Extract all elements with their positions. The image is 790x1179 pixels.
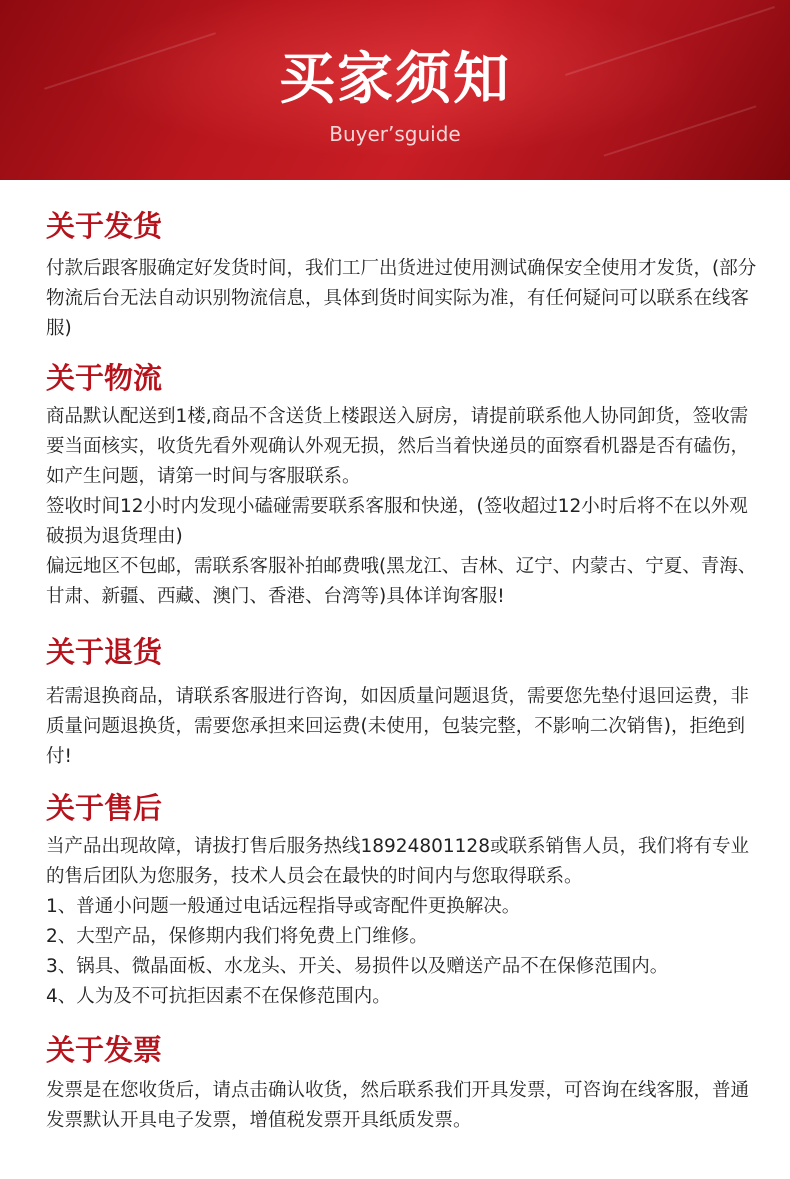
section-invoice bbox=[46, 1012, 762, 1136]
notice-content bbox=[0, 180, 790, 1136]
section-logistics bbox=[46, 344, 762, 612]
section-returns bbox=[46, 612, 762, 772]
after-sales-list-item: 3、锅具、微晶面板、水龙头、开关、易损件以及赠送产品不在保修范围内。 bbox=[46, 956, 669, 977]
after-sales-list-item: 2、大型产品，保修期内我们将免费上门维修。 bbox=[46, 926, 428, 947]
after-sales-list-item: 1、普通小问题一般通过电话远程指导或寄配件更换解决。 bbox=[46, 896, 521, 917]
logistics-paragraph: 商品默认配送到1楼,商品不含送货上楼跟送入厨房，请提前联系他人协同卸货，签收需要当面核实，收货先看外观确认外观无损，然后当着快递员的面察看机器是否有磕伤，如产生问题，请第一时间与客服联系。 bbox=[46, 406, 750, 487]
page-subtitle: Buyer’sguide bbox=[329, 122, 461, 146]
section-title-after-sales: 关于售后 bbox=[46, 791, 163, 825]
logistics-paragraph: 偏远地区不包邮，需联系客服补拍邮费哦(黑龙江、吉林、辽宁、内蒙古、宁夏、青海、甘肃、新疆、西藏、澳门、香港、台湾等)具体详询客服! bbox=[46, 556, 757, 607]
after-sales-list-item: 4、人为及不可抗拒因素不在保修范围内。 bbox=[46, 986, 391, 1007]
section-after-sales bbox=[46, 772, 762, 1012]
returns-paragraph: 若需退换商品，请联系客服进行咨询，如因质量问题退货，需要您先垫付退回运费，非质量问题退换货，需要您承担来回运费(未使用，包装完整，不影响二次销售)，拒绝到付! bbox=[46, 686, 750, 767]
shipping-paragraph: 付款后跟客服确定好发货时间，我们工厂出货进过使用测试确保安全使用才发货，(部分物流后台无法自动识别物流信息，具体到货时间实际为准，有任何疑问可以联系在线客服) bbox=[46, 258, 757, 339]
section-shipping bbox=[46, 180, 762, 344]
header-banner bbox=[0, 0, 790, 180]
section-title-logistics: 关于物流 bbox=[46, 361, 163, 395]
page-title: 买家须知 bbox=[279, 47, 511, 112]
section-title-shipping: 关于发货 bbox=[46, 209, 163, 243]
logistics-paragraph: 签收时间12小时内发现小磕碰需要联系客服和快递，(签收超过12小时后将不在以外观破损为退货理由) bbox=[46, 496, 748, 547]
section-title-invoice: 关于发票 bbox=[46, 1033, 163, 1067]
section-title-returns: 关于退货 bbox=[46, 635, 163, 669]
invoice-paragraph: 发票是在您收货后，请点击确认收货，然后联系我们开具发票，可咨询在线客服，普通发票默认开具电子发票，增值税发票开具纸质发票。 bbox=[46, 1080, 750, 1131]
after-sales-paragraph: 当产品出现故障，请拔打售后服务热线18924801128或联系销售人员，我们将有专业的售后团队为您服务，技术人员会在最快的时间内与您取得联系。 bbox=[46, 836, 749, 887]
